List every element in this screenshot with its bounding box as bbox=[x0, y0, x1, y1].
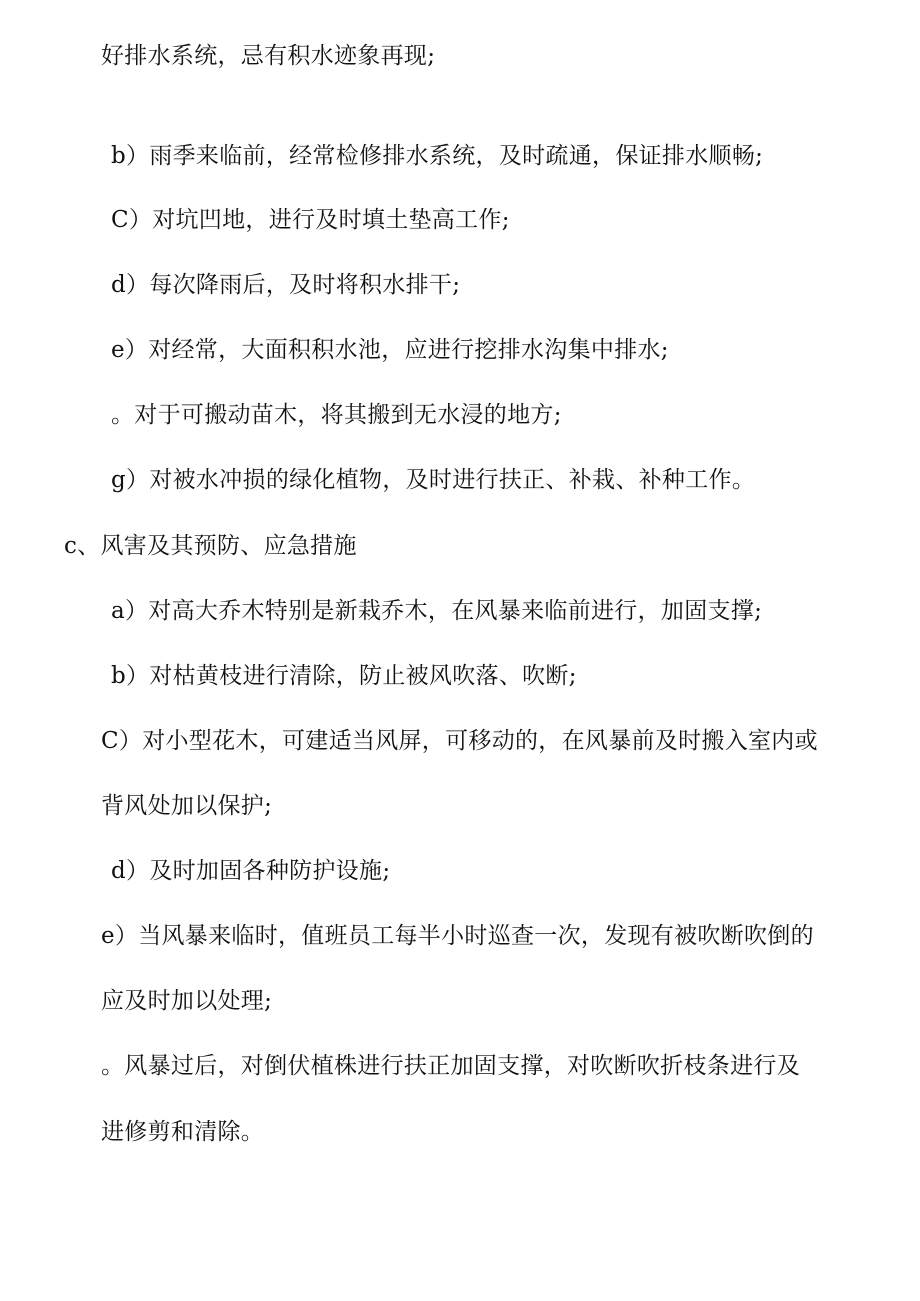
list-item-b-drainage: b）雨季来临前，经常检修排水系统，及时疏通，保证排水顺畅; bbox=[111, 143, 764, 169]
list-item-c-continuation: 背风处加以保护; bbox=[101, 793, 273, 819]
list-item-b-prune: b）对枯黄枝进行清除，防止被风吹落、吹断; bbox=[111, 663, 577, 689]
list-item-f-continuation: 进修剪和清除。 bbox=[101, 1119, 265, 1145]
list-item-g-repair: g）对被水冲损的绿化植物，及时进行扶正、补栽、补种工作。 bbox=[111, 467, 756, 493]
list-item-f-aftermath: 。风暴过后，对倒伏植株进行扶正加固支撑，对吹断吹折枝条进行及 bbox=[101, 1053, 800, 1079]
list-item-a-support: a）对高大乔木特别是新栽乔木，在风暴来临前进行，加固支撑; bbox=[111, 598, 763, 624]
list-item-d-drain: d）每次降雨后，及时将积水排干; bbox=[111, 272, 461, 298]
list-item-d-facilities: d）及时加固各种防护设施; bbox=[111, 858, 391, 884]
list-item-f-move: 。对于可搬动苗木，将其搬到无水浸的地方; bbox=[111, 402, 562, 428]
paragraph-line-1: 好排水系统，忌有积水迹象再现; bbox=[101, 43, 436, 69]
list-item-e-continuation: 应及时加以处理; bbox=[101, 988, 273, 1014]
section-heading-wind: c、风害及其预防、应急措施 bbox=[64, 533, 357, 559]
list-item-e-patrol: e）当风暴来临时，值班员工每半小时巡查一次，发现有被吹断吹倒的 bbox=[101, 923, 814, 949]
list-item-c-windscreen: C）对小型花木，可建适当风屏，可移动的，在风暴前及时搬入室内或 bbox=[101, 728, 818, 754]
list-item-e-ditch: e）对经常，大面积积水池，应进行挖排水沟集中排水; bbox=[111, 337, 669, 363]
list-item-c-fill: C）对坑凹地，进行及时填土垫高工作; bbox=[111, 207, 510, 233]
